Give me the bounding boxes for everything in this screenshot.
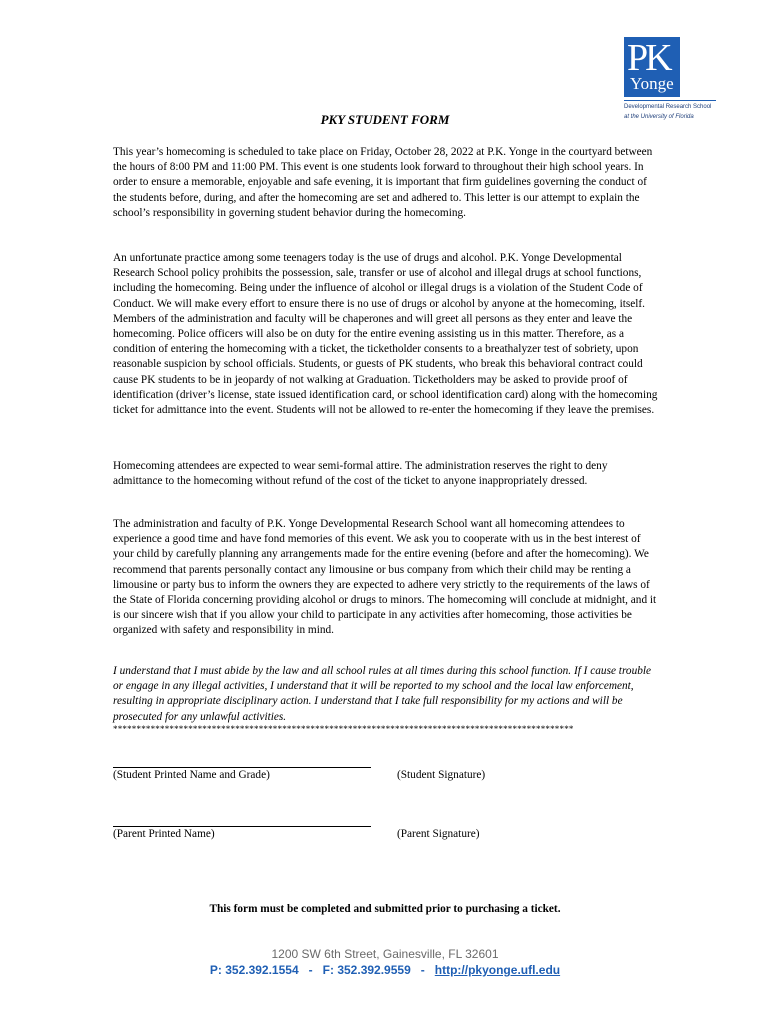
footer-contact [0,963,770,977]
asterisk-divider: ************************************************************************************************** [113,724,574,734]
logo-subtitle-line2: at the University of Florida [624,114,694,120]
logo-pk-text: PK [627,37,670,79]
parent-signature-label: (Parent Signature) [397,828,480,840]
parent-name-line[interactable] [113,826,371,827]
footer-address: 1200 SW 6th Street, Gainesville, FL 32601 [271,947,499,961]
form-title: PKY STUDENT FORM [320,112,450,127]
student-name-line[interactable] [113,767,371,768]
student-signature-label: (Student Signature) [397,769,486,781]
paragraph-parent-cooperation: The administration and faculty of P.K. Yonge Developmental Research School want all homecoming attendees to experience a good time and have fond memories of this event. We ask you to cooperate with us in the best interest of your child by carefully planning any arrangements made for the entire evening (before and after the homecoming). We recommend that parents personally contact any limousine or bus company from which their child may be renting a limousine or party bus to inform the owners they are expected to adhere very strictly to the requirements of the laws of the State of Florida concerning providing alcohol or drugs to minors. The homecoming will conclude at midnight, and it is our sincere wish that if you allow your child to participate in any activities after homecoming, those activities be organized with safety and responsibility in mind. [113,518,657,637]
student-name-label: (Student Printed Name and Grade) [113,769,270,781]
footer-fax: F: 352.392.9559 [322,963,411,977]
paragraph-attire: Homecoming attendees are expected to wear semi-formal attire. The administration reserves the right to deny admittance to the homecoming without refund of the cost of the ticket to anyone inappropriately dressed. [113,460,608,488]
pk-yonge-logo-mark [624,37,680,97]
submission-notice: This form must be completed and submitted prior to purchasing a ticket. [209,903,561,915]
paragraph-drugs-alcohol-policy: An unfortunate practice among some teenagers today is the use of drugs and alcohol. P.K. Yonge Developmental Research School policy prohibits the possession, sale, transfer or use of alcohol and illegal drugs at school functions, including the homecoming. Being under the influence of alcohol or illegal drugs is a violation of the Student Code of Conduct. We will make every effort to ensure there is no use of drugs or alcohol by anyone at the homecoming, itself. Members of the administration and faculty will be chaperones and will greet all persons as they enter and leave the homecoming. Police officers will also be on duty for the entire evening assisting us in this matter. Therefore, as a condition of entering the homecoming with a ticket, the ticketholder consents to a breathalyzer test of sobriety, upon reasonable suspicion by school officials. Students, or guests of PK students, who break this behavioral contract could cause PK students to be in jeopardy of not walking at Graduation. Ticketholders may be asked to provide proof of identification (driver’s license, state issued identification card, or school identification card) along with the homecoming ticket for admittance into the event. Students will not be allowed to re-enter the homecoming if they leave the premises. [113,252,658,417]
logo-divider [624,100,716,101]
footer-phone: P: 352.392.1554 [209,963,299,977]
footer-separator: - [308,963,313,977]
footer-separator: - [420,963,425,977]
paragraph-student-agreement: I understand that I must abide by the law and all school rules at all times during this school function. If I cause trouble or engage in any illegal activities, I understand that it will be reported to my school and the local law enforcement, resulting in appropriate disciplinary action. I understand that I take full responsibility for my actions and will be prosecuted for any unlawful activities. [113,665,652,723]
paragraph-homecoming-intro: This year’s homecoming is scheduled to take place on Friday, October 28, 2022 at P.K. Yonge in the courtyard between the hours of 8:00 PM and 11:00 PM. This event is one students look forward to throughout their high school years. In order to ensure a memorable, enjoyable and safe evening, it is important that firm guidelines governing the conduct of the students before, during, and after the homecoming are set and adhered to. This letter is our attempt to explain the school’s responsibility in governing student behavior during the homecoming. [113,146,653,219]
logo-yonge-text: Yonge [630,74,674,93]
footer-website-link[interactable]: http://pkyonge.ufl.edu [434,963,561,977]
logo-subtitle-line1: Developmental Research School [624,104,712,110]
school-logo [624,37,734,121]
parent-name-label: (Parent Printed Name) [113,828,215,840]
